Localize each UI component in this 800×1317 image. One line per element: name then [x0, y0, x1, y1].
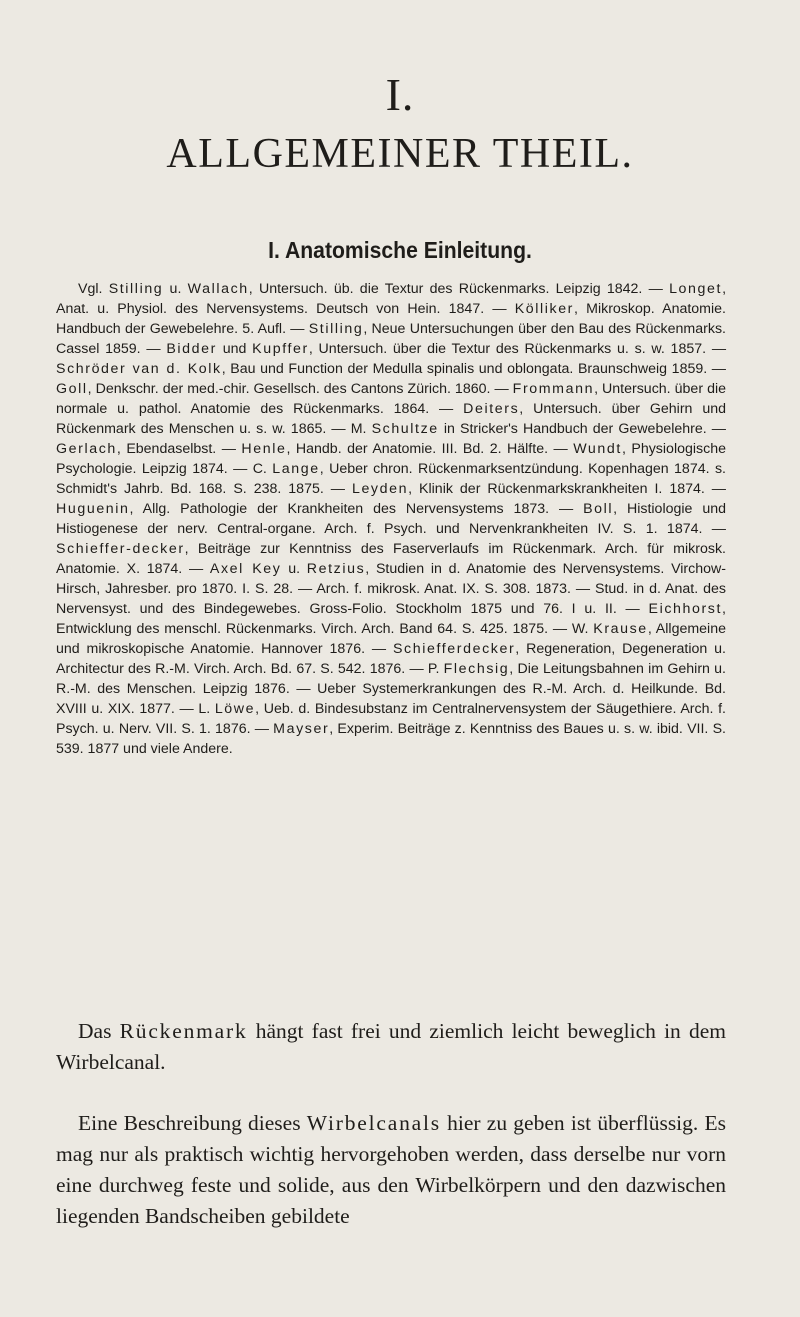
author-name: Stilling [308, 321, 364, 337]
author-name: Goll [56, 381, 88, 397]
citation-text: , Denkschr. der med.-chir. Gesellsch. des Cantons Zürich. 1860. — [87, 381, 513, 397]
citation-text: , Entwicklung des menschl. Rückenmarks. Virch. Arch. Band 64. S. 425. 1875. — W. [56, 601, 726, 637]
paragraph-text: Das [78, 1019, 120, 1043]
citation-text: , Allgemeine und mikroskopische Anatomie. Hannover 1876. — [56, 621, 726, 657]
author-name: Bidder [166, 341, 217, 357]
author-name: Wundt [573, 441, 622, 457]
citation-text: , Histiologie und Histiogenese der nerv. Central-organe. Arch. f. Psych. und Nervenkrankheiten IV. S. 1. 1874. — [56, 501, 726, 537]
citation-text: in Stricker's Handbuch der Gewebelehre. — [438, 421, 726, 437]
bibliography-paragraph [56, 279, 726, 759]
emphasized-term: Wirbelcanals [306, 1111, 441, 1135]
citation-text: , Ebendaselbst. — [116, 441, 242, 457]
citation-text: , Physiologische Psychologie. Leipzig 1874. — C. [56, 441, 726, 477]
citation-text: , Anat. u. Physiol. des Nervensystems. Deutsch von Hein. 1847. — [56, 281, 727, 317]
author-name: Flechsig [443, 661, 510, 677]
author-name: Wallach [187, 281, 249, 297]
body-paragraph-2 [56, 1108, 726, 1232]
part-number: I. [385, 69, 415, 120]
citation-text: , Untersuch. über Gehirn und Rückenmark des Menschen u. s. w. 1865. — M. [56, 401, 727, 437]
citation-text: u. [163, 281, 188, 297]
author-name: Kölliker [514, 301, 575, 317]
author-name: Schieffer-decker [56, 541, 185, 557]
citation-text: , Neue Untersuchungen über den Bau des Rückenmarks. Cassel 1859. — [56, 321, 726, 357]
author-name: Frommann [512, 381, 595, 397]
author-name: Kupffer [252, 341, 309, 357]
citation-text: , Untersuch. üb. die Textur des Rückenmarks. Leipzig 1842. — [248, 281, 670, 297]
citation-text: , Ueber chron. Rückenmarksentzündung. Kopenhagen 1874. s. Schmidt's Jahrb. Bd. 168. S. 238. 1875. — [56, 461, 726, 497]
author-name: Boll [583, 501, 614, 517]
author-name: Leyden [351, 481, 409, 497]
citation-text: , Untersuch. über die Textur des Rückenmarks u. s. w. 1857. — [308, 341, 727, 357]
citation-text: , Mikroskop. Anatomie. Handbuch der Gewebelehre. 5. Aufl. — [56, 301, 726, 337]
citation-text: , Allg. Pathologie der Krankheiten des Nervensystems 1873. — [129, 501, 584, 517]
citation-text: , Handb. der Anatomie. III. Bd. 2. Hälfte. — [286, 441, 574, 457]
author-name: Huguenin [56, 501, 130, 517]
author-name: Eichhorst [648, 601, 723, 617]
citation-text: , Beiträge zur Kenntniss des Faserverlaufs im Rückenmark. Arch. für mikrosk. Anatomie. X. 1874. — [56, 541, 726, 577]
author-name: Krause [593, 621, 648, 637]
author-name: Schultze [371, 421, 439, 437]
citation-text: , Bau und Function der Medulla spinalis und oblongata. Braunschweig 1859. — [221, 361, 726, 377]
part-title: ALLGEMEINER THEIL. [166, 131, 634, 177]
citation-text: Vgl. [78, 281, 109, 297]
author-name: Schröder van d. Kolk [56, 361, 222, 377]
citation-text: , Die Leitungsbahnen im Gehirn u. R.-M. des Menschen. Leipzig 1876. — Ueber Systemerkrankungen des R.-M. Arch. d. Heilkunde. Bd. XVIII u. XIX. 1877. — L. [56, 661, 727, 717]
paragraph-text: hängt fast frei und ziemlich leicht beweglich in dem Wirbelcanal. [56, 1019, 727, 1074]
citation-text: , Regeneration, Degeneration u. Architectur des R.-M. Virch. Arch. Bd. 67. S. 542. 1876. — P. [56, 641, 726, 677]
citation-text: , Ueb. d. Bindesubstanz im Centralnervensystem der Säugethiere. Arch. f. Psych. u. Nerv. VII. S. 1. 1876. — [56, 701, 726, 737]
body-paragraph-1 [56, 1016, 726, 1078]
author-name: Longet [669, 281, 723, 297]
author-name: Lange [272, 461, 320, 477]
author-name: Stilling [108, 281, 164, 297]
author-name: Henle [241, 441, 287, 457]
citation-text: , Untersuch. über die normale u. pathol. Anatomie des Rückenmarks. 1864. — [56, 381, 726, 417]
citation-text: , Studien in d. Anatomie des Nervensystems. Virchow-Hirsch, Jahresber. pro 1870. I. S. 28. — Arch. f. mikrosk. Anat. IX. S. 308. 1873. — Stud. in d. Anat. des Nervensyst. und des Bindegewebes. Gross-Folio. Stockholm 1875 und 76. I u. II. — [56, 561, 726, 617]
author-name: Axel Key [209, 561, 282, 577]
author-name: Löwe [214, 701, 256, 717]
author-name: Retzius [306, 561, 366, 577]
paragraph-text: hier zu geben ist überflüssig. Es mag nur als praktisch wichtig hervorgehoben werden, dass derselbe nur vorn eine durchweg feste und solide, aus den Wirbelkörpern und den dazwischen liegenden Bandscheiben gebildete [56, 1111, 726, 1228]
author-name: Mayser [273, 721, 330, 737]
paragraph-text: Eine Beschreibung dieses [78, 1111, 307, 1135]
citation-text: , Klinik der Rückenmarkskrankheiten I. 1874. — [408, 481, 726, 497]
section-title: I. Anatomische Einleitung. [268, 237, 532, 263]
citation-text: u. [281, 561, 307, 577]
citation-text: , Experim. Beiträge z. Kenntniss des Baues u. s. w. ibid. VII. S. 539. 1877 und viele Andere. [56, 721, 726, 757]
emphasized-term: Rückenmark [119, 1019, 248, 1043]
author-name: Schiefferdecker [392, 641, 516, 657]
author-name: Gerlach [56, 441, 117, 457]
author-name: Deiters [463, 401, 520, 417]
citation-text: und [216, 341, 253, 357]
